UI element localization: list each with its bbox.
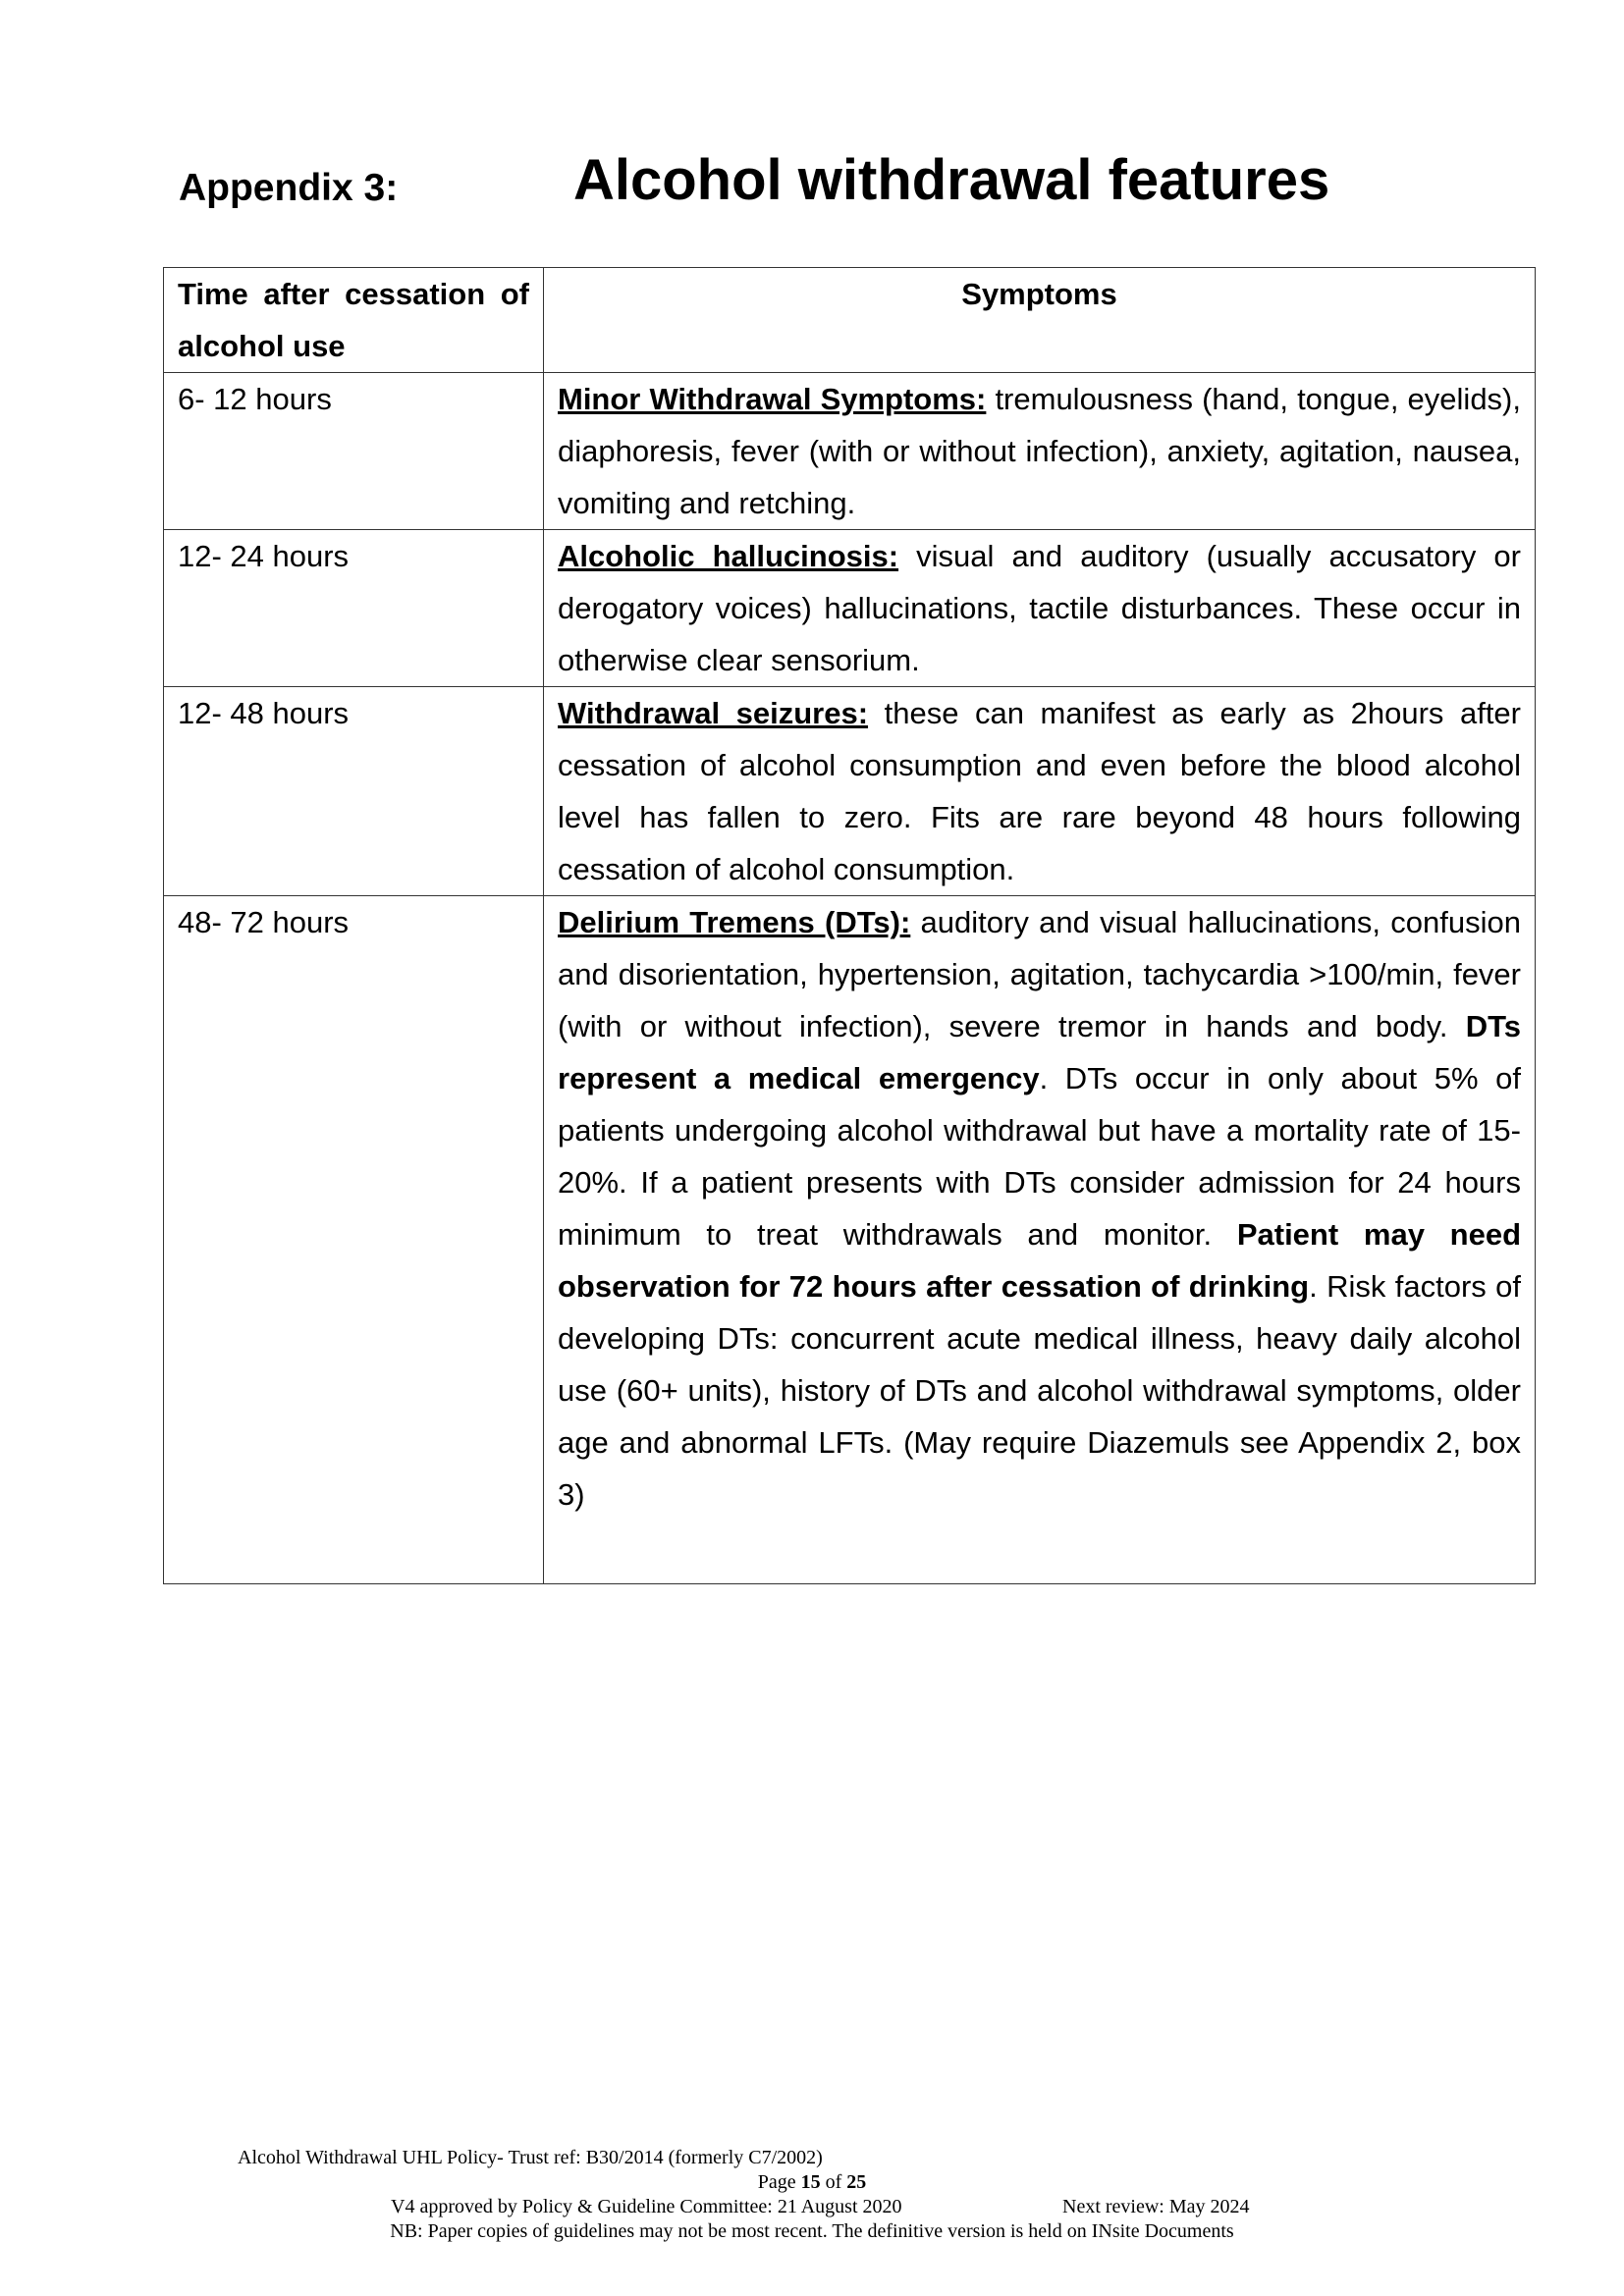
footer-approval: V4 approved by Policy & Guideline Committee: 21 August 2020 [391,2196,902,2217]
page-prefix: Page [757,2171,801,2193]
footer-policy-ref: Alcohol Withdrawal UHL Policy- Trust ref: B30/2014 (formerly C7/2002) [238,2147,823,2168]
page-heading [0,147,1624,226]
table-row [164,896,1536,1584]
symptoms-cell [544,896,1536,1584]
table-row [164,373,1536,530]
time-cell: 6- 12 hours [164,373,544,530]
symptom-description: . DTs occur in only about 5% of patients undergoing alcohol withdrawal but have a mortality rate of 15-20%. If a patient presents with DTs consider admission for 24 hours minimum to treat withdrawals and monitor. [558,1061,1521,1252]
page-current: 15 [800,2171,821,2193]
symptom-description: auditory and visual hallucinations, confusion and disorientation, hypertension, agitation, tachycardia >100/min, fever (with or without infection), severe tremor in hands and body. [558,905,1521,1043]
symptom-description: . Risk factors of developing DTs: concurrent acute medical illness, heavy daily alcohol use (60+ units), history of DTs and alcohol withdrawal symptoms, older age and abnormal LFTs. (May require Diazemuls see Appendix 2, box 3) [558,1269,1522,1512]
emphasis-text: DTs represent a medical emergency [558,1009,1521,1095]
withdrawal-features-table [163,267,1536,1584]
appendix-label: Appendix 3: [179,167,399,209]
symptom-category: Delirium Tremens (DTs): [558,905,911,939]
symptom-category: Alcoholic hallucinosis: [558,539,899,573]
symptom-description: tremulousness (hand, tongue, eyelids), diaphoresis, fever (with or without infection), anxiety, agitation, nausea, vomiting and retching. [558,382,1521,520]
page-of: of [820,2171,847,2193]
symptoms-cell [544,530,1536,687]
symptom-category: Minor Withdrawal Symptoms: [558,382,987,416]
table-row [164,687,1536,896]
table-header-row [164,268,1536,373]
symptoms-cell [544,373,1536,530]
symptom-description: visual and auditory (usually accusatory or derogatory voices) hallucinations, tactile disturbances. These occur in otherwise clear sensorium. [558,539,1521,677]
column-header-time: Time after cessation of alcohol use [164,268,544,373]
symptoms-cell [544,687,1536,896]
symptom-category: Withdrawal seizures: [558,696,869,730]
table-row [164,530,1536,687]
page-title: Alcohol withdrawal features [573,148,1330,212]
column-header-symptoms: Symptoms [544,268,1536,373]
footer-next-review: Next review: May 2024 [1062,2196,1250,2217]
time-cell: 12- 48 hours [164,687,544,896]
symptom-description: these can manifest as early as 2hours after cessation of alcohol consumption and even before the blood alcohol level has fallen to zero. Fits are rare beyond 48 hours following cessation of alcohol consumption. [558,696,1521,886]
time-cell: 12- 24 hours [164,530,544,687]
time-cell: 48- 72 hours [164,896,544,1584]
emphasis-text: Patient may need observation for 72 hours after cessation of drinking [558,1217,1522,1304]
page-total: 25 [846,2171,867,2193]
footer-page-number [0,2170,1624,2195]
footer-note: NB: Paper copies of guidelines may not be most recent. The definitive version is held on INsite Documents [390,2220,1234,2242]
